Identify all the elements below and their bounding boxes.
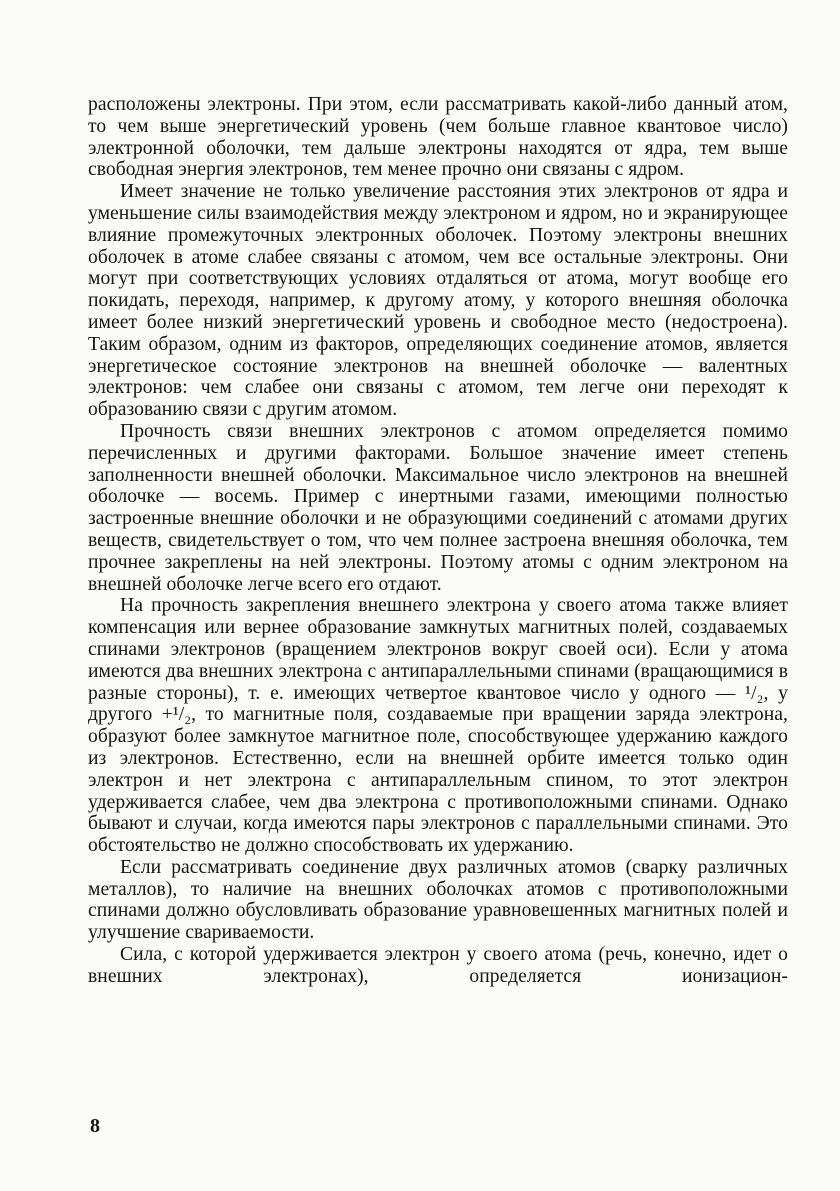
- paragraph-1: расположены электроны. При этом, если рассматривать какой-либо данный атом, то чем выше энергетический уровень (чем больше главное квантовое число) электронной оболочки, тем дальше электроны находятся от ядра, тем выше свободная энергия электронов, тем менее прочно они связаны с ядром.: [88, 94, 788, 181]
- paragraph-5: Если рассматривать соединение двух различных атомов (сварку различных металлов), то наличие на внешних оболочках атомов с противоположными спинами должно обусловливать образование уравновешенных магнитных полей и улучшение свариваемости.: [88, 856, 788, 944]
- paragraph-6: Сила, с которой удерживается электрон у своего атома (речь, конечно, идет о внешних электронах), определяется ионизацион-: [88, 944, 788, 987]
- page-number: 8: [90, 1115, 100, 1137]
- paragraph-4: На прочность закрепления внешнего электрона у своего атома также влияет компенсация или вернее образование замкнутых магнитных полей, создаваемых спинами электронов (вращением электронов вокруг своей оси). Если у атома имеются два внешних электрона с антипараллельными спинами (вращающимися в разные стороны), т. е. имеющих четвертое квантовое число у одного — ¹/₂, у другого +¹/₂, то магнитные поля, создаваемые при вращении заряда электрона, образуют более замкнутое магнитное поле, способствующее удержанию каждого из электронов. Естественно, если на внешней орбите имеется только один электрон и нет электрона с антипараллельным спином, то этот электрон удерживается слабее, чем два электрона с противоположными спинами. Однако бывают и случаи, когда имеются пары электронов с параллельными спинами. Это обстоятельство не должно способствовать их удержанию.: [88, 595, 788, 857]
- paragraph-3: Прочность связи внешних электронов с атомом определяется помимо перечисленных и другими факторами. Большое значение имеет степень заполненности внешней оболочки. Максимальное число электронов на внешней оболочке — восемь. Пример с инертными газами, имеющими полностью застроенные внешние оболочки и не образующими соединений с атомами других веществ, свидетельствует о том, что чем полнее застроена внешняя оболочка, тем прочнее закреплены на ней электроны. Поэтому атомы с одним электроном на внешней оболочке легче всего его отдают.: [88, 420, 788, 595]
- paragraph-2: Имеет значение не только увеличение расстояния этих электронов от ядра и уменьшение силы взаимодействия между электроном и ядром, но и экранирующее влияние промежуточных электронных оболочек. Поэтому электроны внешних оболочек в атоме слабее связаны с атомом, чем все остальные электроны. Они могут при соответствующих условиях отдаляться от атома, могут вообще его покидать, переходя, например, к другому атому, у которого внешняя оболочка имеет более низкий энергетический уровень и свободное место (недостроена). Таким образом, одним из факторов, определяющих соединение атомов, является энергетическое состояние электронов на внешней оболочке — валентных электронов: чем слабее они связаны с атомом, тем легче они переходят к образованию связи с другим атомом.: [88, 181, 788, 421]
- body-text: [88, 94, 788, 988]
